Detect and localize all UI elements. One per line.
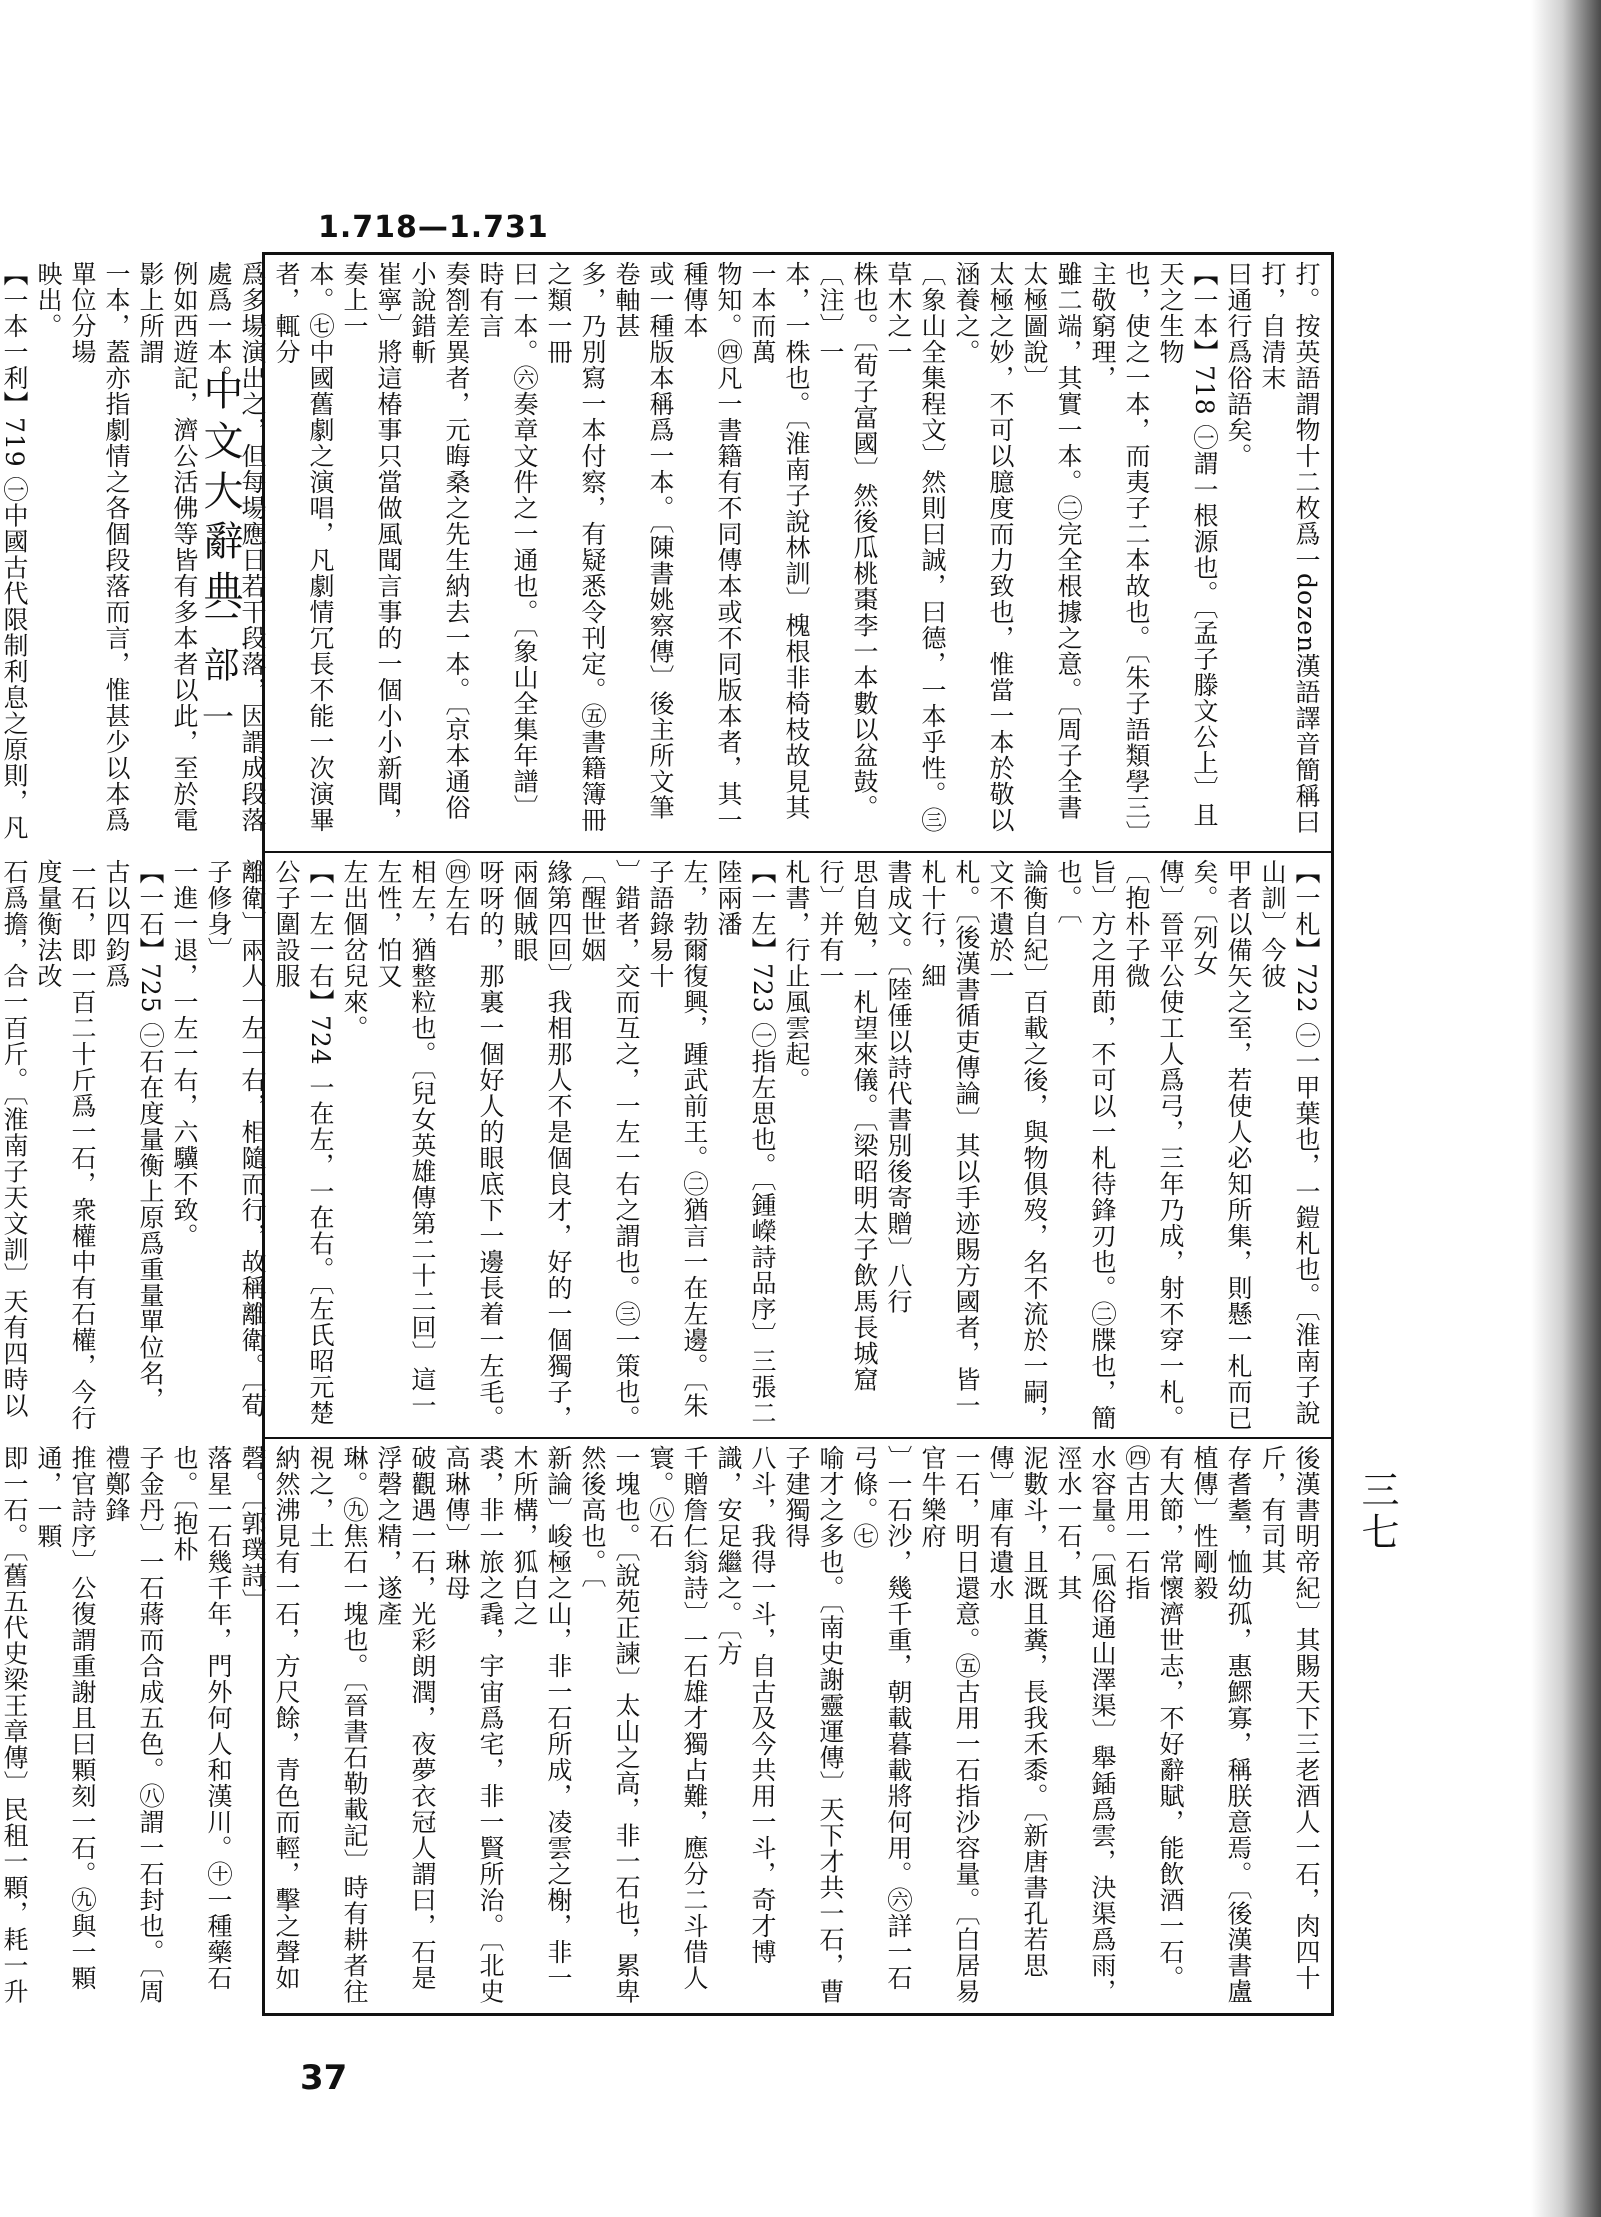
text-line: 札。〔後漢書循吏傳論〕其以手迹賜方國者，皆一札十行，細	[918, 859, 981, 1419]
text-line: 崔寧〕將這椿事只當做風聞言事的一個小小新聞，奏上一	[340, 261, 403, 833]
running-title: 中文大辭典	[197, 370, 243, 620]
text-line: 水容量。〔風俗通山澤渠〕舉鍤爲雲，決渠爲雨，涇水一石，其	[1054, 1445, 1117, 2005]
text-line: 泥數斗，且溉且糞，長我禾黍。〔新唐書孔若思傳〕庫有遺水	[986, 1445, 1049, 1979]
text-line: 存耆耋，恤幼孤，惠鰥寡，稱朕意焉。〔後漢書盧植傳〕性剛毅	[1190, 1445, 1253, 2005]
margin-page-number: 三七	[1355, 1470, 1399, 1554]
text-line: 雖二端，其實一本。㊁完全根據之意。〔周子全書太極圖說〕	[1020, 261, 1083, 821]
text-line: 打。按英語謂物十二枚爲一dozen漢語譯音簡稱曰打，自清末	[1258, 261, 1321, 836]
text-line: 本，一株也。〔淮南子說林訓〕槐根非椅枝故見其一本而萬	[748, 261, 811, 821]
text-line: 曰通行爲俗語矣。	[1224, 261, 1253, 469]
text-line: 【一札】722 ㊀一甲葉也，一鎧札也。〔淮南子說山訓〕今彼	[1258, 859, 1321, 1427]
text-line: 【一左】723 ㊀指左思也。〔鍾嶸詩品序〕三張二陸兩潘	[714, 859, 777, 1427]
text-line: 一進一退，一左一右，六驥不致。	[170, 859, 199, 1249]
text-line: 一塊也。〔說苑正諫〕太山之高，非一石也，累卑然後高也。〔	[578, 1445, 641, 2005]
text-line: 例如西遊記，濟公活佛等皆有多本者以此，至於電影上所謂	[136, 261, 199, 833]
text-line: 甲者以備矢之至，若使人必知所集，則懸一札而已矣。〔列女	[1190, 859, 1253, 1431]
text-line: 離衛〕兩人一左一右，相隨而行，故稱離衛。〔荀子修身〕	[204, 859, 267, 1419]
text-line: 曰一本。㊅奏章文件之一通也。〔象山全集年譜〕時有言	[476, 261, 539, 821]
text-line: 〔象山全集程文〕然則曰誠，曰德，一本乎性。㊂草木之一	[884, 261, 947, 833]
text-line: 物知。㊃凡一書籍有不同傳本或不同版本者，其一種傳本	[680, 261, 743, 833]
text-line: 一石，即一百二十斤爲一石，衆權中有石權，今行度量衡法改	[34, 859, 97, 1431]
text-line: 多，乃別寫一本付察，有疑悉令刊定。㊄書籍簿冊之類一冊	[544, 261, 607, 833]
text-line: 新論〕峻極之山，非一石所成，凌雲之榭，非一木所構，狐白之	[510, 1445, 573, 1991]
text-line: 落星一石幾千年，門外何人和漢川。㊉一種藥石也。〔抱朴	[170, 1445, 233, 1991]
text-line: 【一左一右】724 一在左，一在右。〔左氏昭元楚公子圍設服	[272, 859, 335, 1427]
text-line: 〕錯者，交而互之，一左一右之謂也。㊂一策也。〔醒世姻	[578, 859, 641, 1431]
text-line: 左，勃爾復興，踵武前王。㊁猶言一在左邊。〔朱子語錄易十	[646, 859, 709, 1419]
text-line: 也，使之一本，而夷子二本故也。〔朱子語類學三〕主敬窮理，	[1088, 261, 1151, 834]
text-line: 或一種版本稱爲一本。〔陳書姚察傳〕後主所文筆卷軸甚	[612, 261, 675, 821]
middle-tier	[0, 853, 1331, 1439]
text-line: 即一石。〔舊五代史梁王章傳〕民租一顆，耗一升	[0, 1445, 29, 2005]
text-line: 映出。	[34, 261, 63, 339]
text-line: 論衡自紀〕百載之後，與物俱歿，名不流於一嗣，文不遺於一	[986, 859, 1049, 1431]
text-line: 書成文。〔陸倕以詩代書別後寄贈〕八行	[884, 859, 913, 1315]
text-line: 【一石】725 ㊀石在度量衡上原爲重量單位名，古以四鈞爲	[102, 859, 165, 1413]
text-line: 思自勉，一札望來儀。〔梁昭明太子飲馬長城窟行〕并有一	[816, 859, 879, 1393]
lower-tier	[0, 1439, 1331, 2013]
text-line: 太極之妙，不可以臆度而力致也，惟當一本於敬以涵養之。	[952, 261, 1015, 833]
text-line: 奏劄差異者，元晦桑之先生納去一本。〔京本通俗小說錯斬	[408, 261, 471, 821]
text-line: 子金丹〕一石蔣而合成五色。㊇謂一石封也。〔周禮鄭鋒	[102, 1445, 165, 2005]
text-line: 札書，行止風雲起。	[782, 859, 811, 1093]
text-line: 爲多場演出之，但每場應日若干段落，因謂成段落處爲一本。	[204, 261, 267, 833]
text-line: 喻才之多也。〔南史謝靈運傳〕天下才共一石，曹子建獨得	[782, 1445, 845, 2005]
text-line: 【一本一利】719 ㊀中國古代限制利息之原則，凡	[0, 261, 29, 841]
text-line: 一本，蓋亦指劇情之各個段落而言，惟甚少以本爲單位分場	[68, 261, 131, 833]
page-binding-shadow	[1531, 0, 1601, 2217]
text-line: 石爲擔，合一百斤。〔淮南子天文訓〕天有四時以	[0, 859, 29, 1419]
page-number: 37	[300, 2058, 348, 2098]
text-line: 株也。〔荀子富國〕然後瓜桃棗李一本數以盆鼓。〔注〕一	[816, 261, 879, 821]
text-line: 千贈詹仁翁詩〕一石雄才獨占難，應分二斗借人寰。㊇石	[646, 1445, 709, 1991]
text-line: 相左，猶整粒也。〔兒女英雄傳第二十二回〕這一左性，怕又	[374, 859, 437, 1419]
text-line: 八斗，我得一斗，自古及今共用一斗，奇才博識，安足繼之。〔方	[714, 1445, 777, 1965]
text-line: 琳。㊈焦石一塊也。〔晉書石勒載記〕時有耕者往視之，土	[306, 1445, 369, 2005]
text-line: 傳〕晉平公使工人爲弓，三年乃成，射不穿一札。〔抱朴子微	[1122, 859, 1185, 1431]
text-line: 後漢書明帝紀〕其賜天下三老酒人一石，肉四十斤，有司其	[1258, 1445, 1321, 1991]
text-line: 〕一石沙，幾千重，朝載暮載將何用。㊅詳一石弓條。㊆	[850, 1445, 913, 1991]
text-line: 呀呀的，那裏一個好人的眼底下一邊長着一左毛。㊃左右	[442, 859, 505, 1431]
entry-range-header: 1.718—1.731	[318, 210, 549, 245]
text-line: 本。㊆中國舊劇之演唱，凡劇情冗長不能一次演畢者，輒分	[272, 261, 335, 833]
text-line: 裘，非一旅之毳，宇宙爲宅，非一賢所治。〔北史高琳傳〕琳母	[442, 1445, 505, 2005]
section-label: 一部	[198, 600, 239, 692]
text-line: 【一本】718 ㊀謂一根源也。〔孟子滕文公上〕且天之生物	[1156, 261, 1219, 829]
text-line: 納然沸見有一石，方尺餘，青色而輕，擊之聲如磬。〔郭璞詩〕	[238, 1445, 301, 1991]
text-line: 破觀遇一石，光彩朗潤，夜夢衣冠人謂曰，石是浮磬之精，遂產	[374, 1445, 437, 1991]
text-line: 有大節，常懷濟世志，不好辭賦，能飲酒一石。㊃古用一石指	[1122, 1445, 1185, 1991]
text-line: 緣第四回〕我相那人不是個良才，好的一個獨子，兩個賊眼	[510, 859, 573, 1431]
text-line: 旨〕方之用莭，不可以一札待鋒刃也。㊁牒也，簡也。〔	[1054, 859, 1117, 1431]
text-line: 左出個岔兒來。	[340, 859, 369, 1041]
text-line: 一石，明日還意。㊄古用一石指沙容量。〔白居易官牛樂府	[918, 1445, 981, 2005]
section-sub-label: 一	[197, 700, 235, 732]
text-line: 推官詩序〕公復謂重謝且曰顆刻一石。㊈與一顆通，一顆	[34, 1445, 97, 1991]
